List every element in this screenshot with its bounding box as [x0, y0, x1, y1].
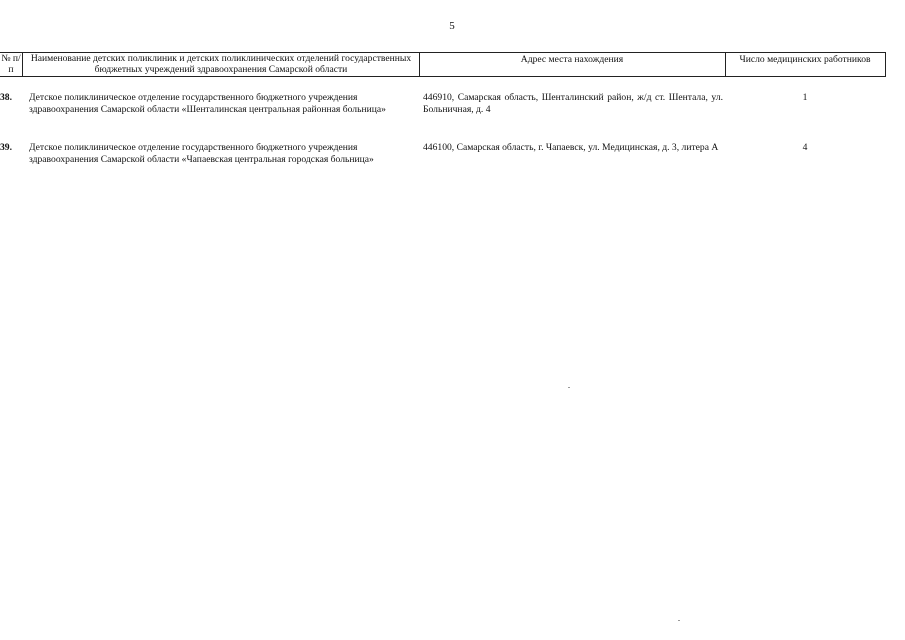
row-38-address: 446910, Самарская область, Шенталинский район, ж/д ст. Шентала, ул. Больничная, д. 4	[423, 92, 723, 115]
row-38-name: Детское поликлиническое отделение государственного бюджетного учреждения здравоохранения Самарской области «Шенталинская центральная районная больница»	[29, 92, 386, 115]
row-39-address: 446100, Самарская область, г. Чапаевск, ул. Медицинская, д. 3, литера А	[423, 142, 719, 153]
row-38-staff-count: 1	[802, 92, 808, 103]
row-38-num: 38.	[0, 92, 12, 103]
scan-speck	[568, 387, 570, 388]
row-39-name: Детское поликлиническое отделение государственного бюджетного учреждения здравоохранения Самарской области «Чапаевская центральная городская больница»	[29, 142, 374, 165]
header-address: Адрес места нахождения	[419, 52, 726, 77]
header-name: Наименование детских поликлиник и детских поликлинических отделений государственных бюджетных учреждений здравоохранения Самарской области	[23, 52, 420, 77]
header-staff-count: Число медицинских работников	[725, 52, 886, 77]
header-num: № п/п	[0, 52, 23, 77]
row-39-num: 39.	[0, 142, 12, 153]
row-39-staff-count: 4	[802, 142, 808, 153]
scan-speck	[678, 620, 680, 621]
page-number: 5	[449, 20, 455, 32]
